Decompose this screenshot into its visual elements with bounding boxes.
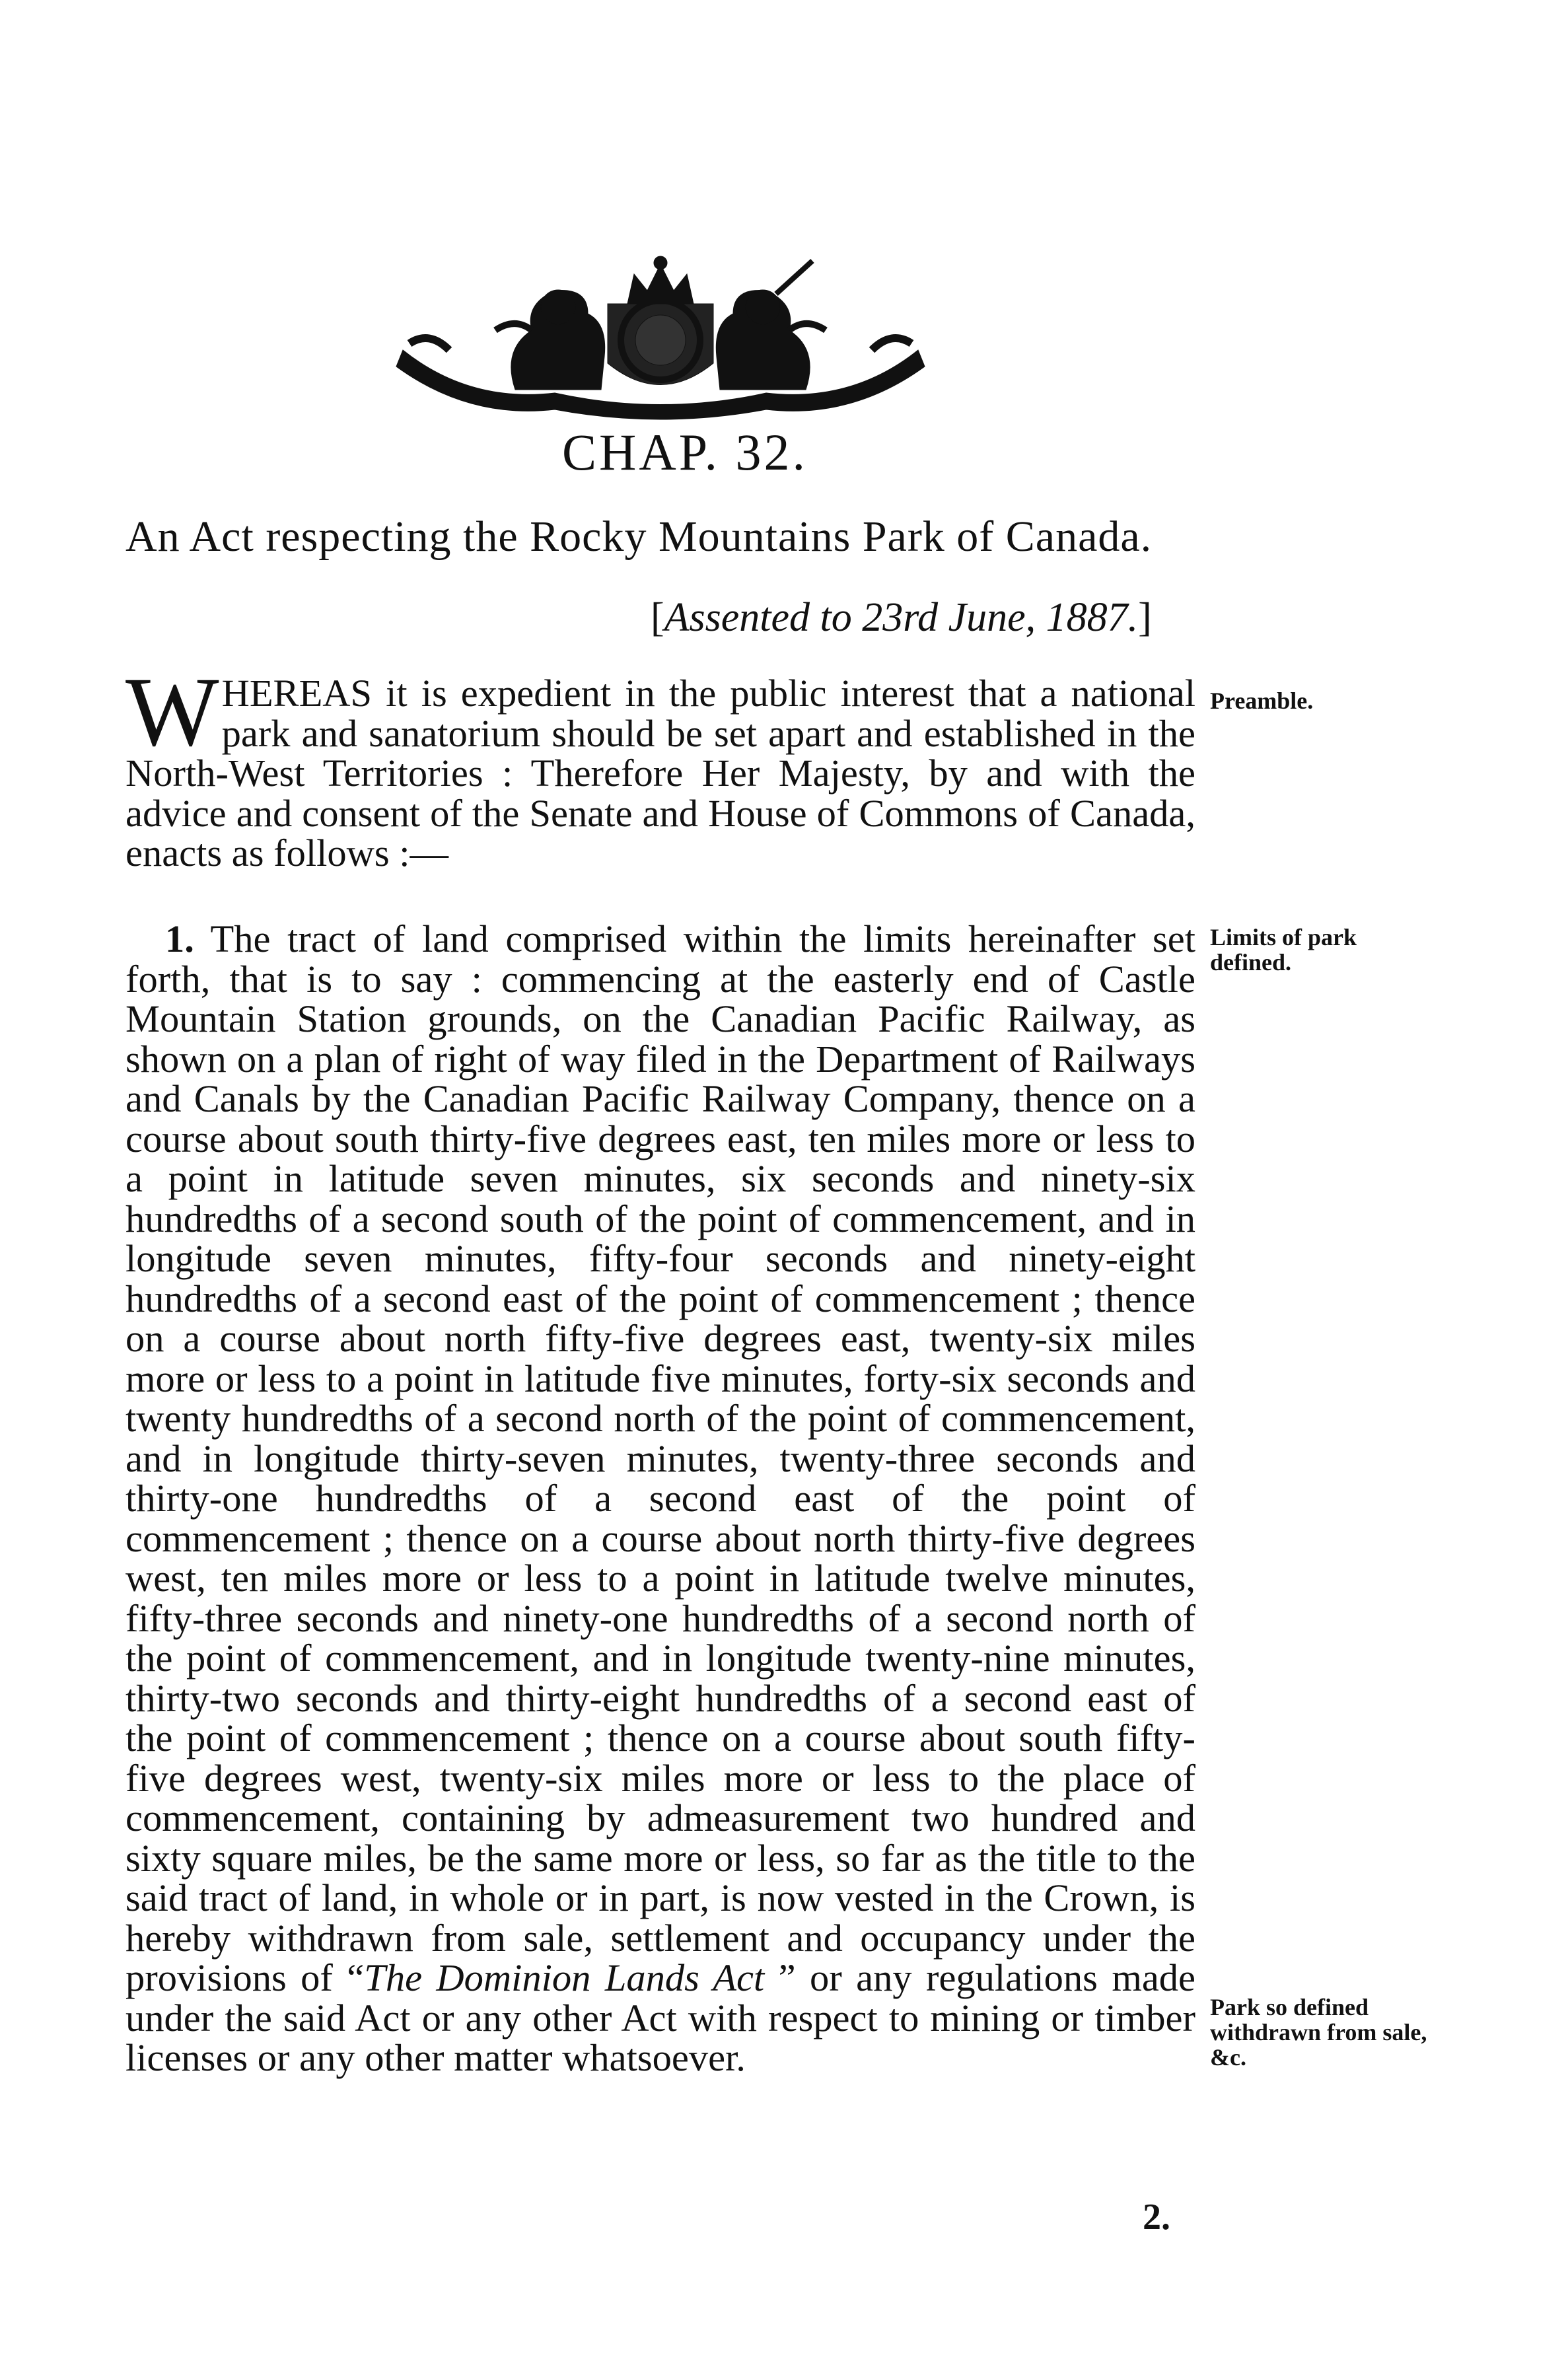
assent-line: [Assented to 23rd June, 1887.] [651, 595, 1152, 640]
assent-date: 23rd June, 1887. [862, 595, 1139, 640]
assent-label: Assented to [664, 595, 852, 640]
section-1-text: The tract of land comprised within the limits hereinafter set forth, that is to say : commencing at the easterly end of Castle Mountain Station grounds, on the Canadian Pacific Railway, as shown on a plan of right of way filed in the Department of Railways and Canals by the Canadian Pacific Railway Company, thence on a course about south thirty-five degrees east, ten miles more or less to a point in latitude seven minutes, six seconds and ninety-six hundredths of a second south of the point of commencement, and in longitude seven minutes, fifty-four seconds and ninety-eight hundredths of a second east of the point of commencement ; thence on a course about north fifty-five degrees east, twenty-six miles more or less to a point in latitude five minutes, forty-six seconds and twenty hundredths of a second north of the point of commencement, and in longitude thirty-seven minutes, twenty-three seconds and thirty-one hundredths of a second east of the point of commencement ; thence on a course about north thirty-five degrees west, ten miles more or less to a point in latitude twelve minutes, fifty-three seconds and ninety-one hundredths of a second north of the point of commencement, and in longitude twenty-nine minutes, thirty-two seconds and thirty-eight hundredths of a second east of the point of commencement ; thence on a course about south fifty-five degrees west, twenty-six miles more or less to the place of commencement, containing by admeasurement two hundred and sixty square miles, be the same more or less, so far as the title to the said tract of land, in whole or in part, is now vested in the Crown, is hereby withdrawn from sale, settlement and occupancy under the provisions of “ [125, 917, 1195, 1999]
chapter-number: CHAP. 32. [562, 423, 808, 481]
margin-note-withdrawn: Park so defined withdrawn from sale, &c. [1210, 1994, 1427, 2071]
act-reference: The Dominion Lands Act [364, 1956, 765, 1999]
catchword: 2. [1143, 2197, 1170, 2238]
royal-coat-of-arms-icon [390, 251, 931, 423]
chapter-heading [0, 423, 1568, 482]
drop-cap: W [125, 657, 217, 767]
section-1-paragraph [125, 919, 1195, 2078]
margin-note-limits: Limits of park defined. [1210, 924, 1357, 975]
section-1-text-end: ” or any regulations made under the said Act or any other Act with respect to mining or timber licenses or any other matter whatsoever. [125, 1956, 1196, 2079]
preamble-paragraph [125, 657, 1195, 874]
act-title: An Act respecting the Rocky Mountains Park of Canada. [125, 513, 1153, 561]
preamble-text: HEREAS it is expedient in the public interest that a national park and sanatorium should be set apart and established in the North-West Territories : Therefore Her Majesty, by and with the advice and consent of the Senate and House of Commons of Canada, enacts as follows :— [125, 672, 1195, 874]
margin-note-preamble: Preamble. [1210, 688, 1314, 714]
section-number: 1. [165, 917, 194, 960]
